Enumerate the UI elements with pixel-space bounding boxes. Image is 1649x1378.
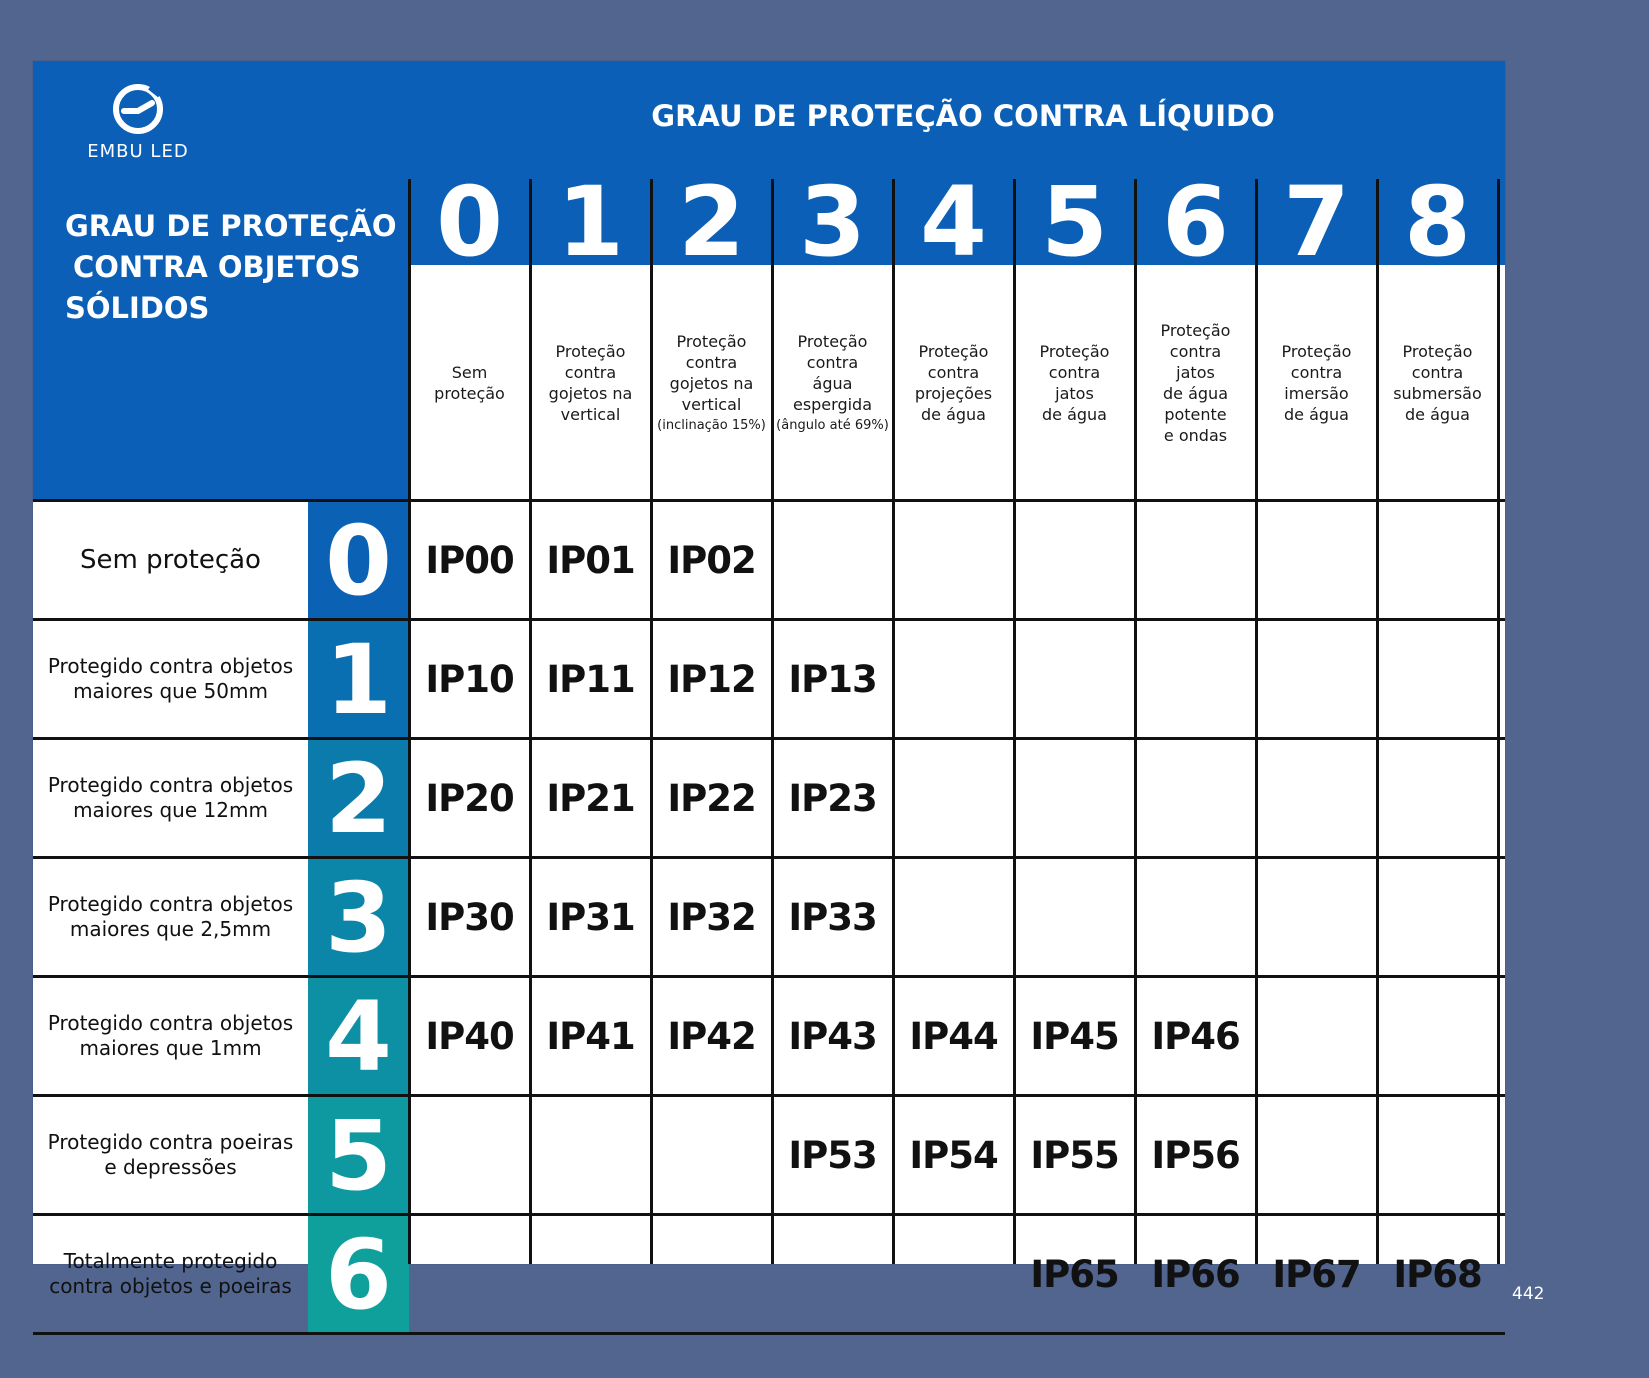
- solid-title-line: CONTRA OBJETOS: [73, 250, 361, 284]
- solid-row-label-line: e depressões: [104, 1155, 237, 1179]
- empty-cell: [893, 739, 1014, 857]
- empty-cell: [1377, 501, 1498, 619]
- empty-cell: [1377, 858, 1498, 976]
- empty-cell: [1377, 1096, 1498, 1214]
- liquid-description-text: [1139, 320, 1252, 446]
- column-divider: [650, 179, 653, 1264]
- ip-code-cell: IP00: [425, 538, 514, 582]
- empty-cell: [1135, 620, 1256, 738]
- empty-cell: [651, 1215, 772, 1333]
- empty-cell: [1256, 858, 1377, 976]
- liquid-digit-5: 5: [1041, 166, 1108, 278]
- row-divider: [33, 856, 1505, 859]
- liquid-description-8: [1377, 265, 1498, 501]
- solid-row-label-line: Sem proteção: [80, 544, 261, 575]
- liquid-digit-6: 6: [1162, 166, 1229, 278]
- solid-title-line: GRAU DE PROTEÇÃO: [65, 209, 397, 243]
- column-divider: [1497, 179, 1500, 1264]
- ip-code-cell: IP11: [546, 657, 635, 701]
- liquid-description-line: Proteção: [1281, 342, 1352, 361]
- empty-cell: [893, 501, 1014, 619]
- liquid-description-5: [1014, 265, 1135, 501]
- liquid-description-2: [651, 265, 772, 501]
- ip-code-cell: IP12: [667, 657, 756, 701]
- liquid-description-line: Proteção: [797, 331, 868, 351]
- ip-code-cell: IP30: [425, 895, 514, 939]
- liquid-description-text: [657, 331, 766, 436]
- ip-code-cell: IP41: [546, 1014, 635, 1058]
- ip-code-cell: IP33: [788, 895, 877, 939]
- liquid-description-text: [1040, 341, 1110, 425]
- solid-digit-0: 0: [308, 501, 409, 620]
- liquid-digit-2: 2: [678, 166, 745, 278]
- liquid-description-line: Proteção: [918, 342, 989, 361]
- solid-row-label-0: [33, 501, 308, 619]
- ip-code-cell: IP02: [667, 538, 756, 582]
- row-divider: [33, 1094, 1505, 1097]
- ip-code-cell: IP55: [1030, 1133, 1119, 1177]
- liquid-description-line: contra: [1048, 363, 1101, 382]
- solid-row-label-1: [33, 620, 308, 738]
- column-divider: [1134, 179, 1137, 1264]
- liquid-description-line: contra: [685, 352, 738, 372]
- liquid-description-line: Proteção: [1039, 342, 1110, 361]
- liquid-description-line: contra: [1290, 363, 1343, 382]
- row-divider: [33, 737, 1505, 740]
- empty-cell: [1256, 1096, 1377, 1214]
- liquid-description-line: Sem: [451, 363, 488, 382]
- liquid-digit-3: 3: [799, 166, 866, 278]
- ip-code-cell: IP45: [1030, 1014, 1119, 1058]
- liquid-description-line: gojetos na: [669, 373, 754, 393]
- liquid-description-line: contra: [564, 363, 617, 382]
- solid-row-label-3: [33, 858, 308, 976]
- ip-code-cell: IP65: [1030, 1252, 1119, 1296]
- liquid-description-line: proteção: [434, 384, 505, 403]
- logo-text: EMBU LED: [87, 141, 189, 162]
- solid-row-label-line: maiores que 2,5mm: [69, 917, 272, 941]
- solid-digit-4: 4: [308, 977, 409, 1096]
- empty-cell: [530, 1215, 651, 1333]
- liquid-description-text: [1393, 341, 1482, 425]
- empty-cell: [1256, 620, 1377, 738]
- liquid-digit-4: 4: [920, 166, 987, 278]
- liquid-description-line: jatos: [1055, 384, 1094, 403]
- liquid-description-text: [915, 341, 992, 425]
- solid-row-label-5: [33, 1096, 308, 1214]
- embu-led-logo: [83, 81, 193, 176]
- ip-rating-table: [33, 61, 1505, 1331]
- liquid-digit-7: 7: [1283, 166, 1350, 278]
- liquid-digit-1: 1: [557, 166, 624, 278]
- solid-digit-5: 5: [308, 1096, 409, 1215]
- ip-code-cell: IP44: [909, 1014, 998, 1058]
- liquid-description-line: submersão: [1393, 384, 1482, 403]
- liquid-description-text: [549, 341, 633, 425]
- liquid-description-line: contra: [1411, 363, 1464, 382]
- liquid-description-line: projeções: [914, 384, 993, 403]
- column-divider: [1255, 179, 1258, 1264]
- liquid-description-line: e ondas: [1163, 426, 1228, 445]
- empty-cell: [530, 1096, 651, 1214]
- solid-protection-title: [65, 206, 395, 329]
- ip-code-cell: IP68: [1393, 1252, 1482, 1296]
- empty-cell: [893, 620, 1014, 738]
- empty-cell: [1377, 620, 1498, 738]
- liquid-description-line: de água: [920, 405, 986, 424]
- row-divider: [33, 975, 1505, 978]
- ip-code-cell: IP53: [788, 1133, 877, 1177]
- empty-cell: [1014, 739, 1135, 857]
- solid-row-label-line: Protegido contra objetos: [47, 654, 294, 678]
- ip-code-cell: IP66: [1151, 1252, 1240, 1296]
- ip-code-cell: IP31: [546, 895, 635, 939]
- ip-code-cell: IP42: [667, 1014, 756, 1058]
- liquid-protection-title: GRAU DE PROTEÇÃO CONTRA LÍQUIDO: [651, 99, 1275, 133]
- liquid-description-line: de água potente: [1163, 384, 1228, 424]
- column-divider: [892, 179, 895, 1264]
- empty-cell: [1135, 501, 1256, 619]
- liquid-description-line: imersão: [1284, 384, 1349, 403]
- liquid-description-text: [1282, 341, 1352, 425]
- empty-cell: [1256, 739, 1377, 857]
- empty-cell: [1014, 501, 1135, 619]
- liquid-description-7: [1256, 265, 1377, 501]
- row-divider: [33, 618, 1505, 621]
- row-divider: [33, 1332, 1505, 1335]
- empty-cell: [893, 858, 1014, 976]
- liquid-description-line: contra: [1169, 342, 1222, 361]
- liquid-description-line: de água: [1404, 405, 1470, 424]
- liquid-description-line: contra: [927, 363, 980, 382]
- solid-digit-3: 3: [308, 858, 409, 977]
- liquid-description-line: contra: [806, 352, 859, 372]
- ip-code-cell: IP21: [546, 776, 635, 820]
- liquid-description-line: vertical: [560, 405, 621, 424]
- row-divider: [33, 499, 1505, 502]
- logo-icon: [110, 81, 166, 137]
- solid-row-label-line: maiores que 50mm: [73, 679, 268, 703]
- liquid-description-line: (ângulo até 69%): [776, 417, 889, 433]
- solid-row-label-line: Protegido contra objetos: [47, 1011, 294, 1035]
- ip-code-cell: IP20: [425, 776, 514, 820]
- empty-cell: [1014, 858, 1135, 976]
- empty-cell: [893, 1215, 1014, 1333]
- solid-row-label-line: maiores que 12mm: [73, 798, 268, 822]
- solid-row-label-line: maiores que 1mm: [79, 1036, 262, 1060]
- empty-cell: [1377, 739, 1498, 857]
- liquid-description-1: [530, 265, 651, 501]
- empty-cell: [409, 1215, 530, 1333]
- empty-cell: [1377, 977, 1498, 1095]
- column-divider: [771, 179, 774, 1264]
- ip-code-cell: IP40: [425, 1014, 514, 1058]
- solid-row-label-line: contra objetos e poeiras: [49, 1274, 292, 1298]
- empty-cell: [1256, 501, 1377, 619]
- liquid-description-line: (inclinação 15%): [657, 417, 766, 433]
- solid-row-label-line: Protegido contra objetos: [47, 892, 294, 916]
- ip-code-cell: IP23: [788, 776, 877, 820]
- column-divider: [1376, 179, 1379, 1264]
- ip-code-cell: IP54: [909, 1133, 998, 1177]
- liquid-description-line: jatos: [1176, 363, 1215, 382]
- ip-code-cell: IP10: [425, 657, 514, 701]
- solid-row-label-4: [33, 977, 308, 1095]
- empty-cell: [409, 1096, 530, 1214]
- ip-code-cell: IP67: [1272, 1252, 1361, 1296]
- solid-row-label-line: Protegido contra poeiras: [47, 1130, 294, 1154]
- empty-cell: [1256, 977, 1377, 1095]
- liquid-description-line: Proteção: [1402, 342, 1473, 361]
- liquid-description-line: Proteção: [555, 342, 626, 361]
- empty-cell: [1135, 858, 1256, 976]
- liquid-description-line: de água: [1041, 405, 1107, 424]
- empty-cell: [1135, 739, 1256, 857]
- empty-cell: [772, 1215, 893, 1333]
- ip-code-cell: IP43: [788, 1014, 877, 1058]
- liquid-description-line: de água: [1283, 405, 1349, 424]
- ip-code-cell: IP46: [1151, 1014, 1240, 1058]
- liquid-description-line: água espergida: [792, 373, 873, 414]
- ip-code-cell: IP32: [667, 895, 756, 939]
- solid-digit-2: 2: [308, 739, 409, 858]
- empty-cell: [651, 1096, 772, 1214]
- liquid-description-text: [776, 331, 889, 436]
- liquid-digit-0: 0: [436, 166, 503, 278]
- solid-title-line: SÓLIDOS: [65, 291, 210, 325]
- solid-row-label-6: [33, 1215, 308, 1333]
- ip-code-cell: IP01: [546, 538, 635, 582]
- column-divider: [529, 179, 532, 1264]
- empty-cell: [1014, 620, 1135, 738]
- solid-row-label-line: Protegido contra objetos: [47, 773, 294, 797]
- solid-row-label-2: [33, 739, 308, 857]
- ip-code-cell: IP13: [788, 657, 877, 701]
- page-number: 442: [1512, 1284, 1545, 1304]
- solid-digit-6: 6: [308, 1215, 409, 1334]
- liquid-description-line: gojetos na: [548, 384, 633, 403]
- solid-row-label-line: Totalmente protegido: [63, 1249, 278, 1273]
- row-divider: [33, 1213, 1505, 1216]
- column-divider: [408, 179, 411, 1264]
- liquid-description-line: Proteção: [1160, 321, 1231, 340]
- empty-cell: [772, 501, 893, 619]
- ip-code-cell: IP22: [667, 776, 756, 820]
- liquid-description-0: [409, 265, 530, 501]
- liquid-description-line: vertical: [681, 394, 742, 414]
- liquid-digit-8: 8: [1404, 166, 1471, 278]
- ip-code-cell: IP56: [1151, 1133, 1240, 1177]
- liquid-description-text: [434, 362, 505, 404]
- liquid-description-3: [772, 265, 893, 501]
- liquid-description-4: [893, 265, 1014, 501]
- liquid-description-line: Proteção: [676, 331, 747, 351]
- column-divider: [1013, 179, 1016, 1264]
- solid-digit-1: 1: [308, 620, 409, 739]
- liquid-description-6: [1135, 265, 1256, 501]
